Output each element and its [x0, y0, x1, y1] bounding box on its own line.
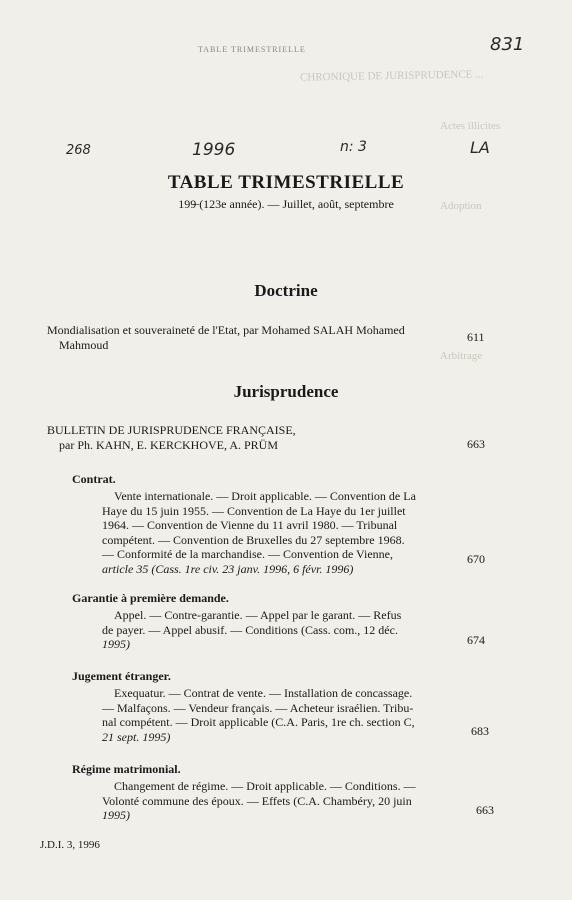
doctrine-heading: Doctrine — [254, 281, 318, 300]
handwritten-ref-right: LA — [470, 138, 490, 157]
entry-line: Exequatur. — Contrat de vente. — Installation de concassage. — [114, 686, 413, 700]
bulletin-page: 663 — [467, 437, 485, 451]
entry-line: Changement de régime. — Droit applicable. — Conditions. — — [114, 779, 416, 793]
entry-jugement — [102, 686, 458, 744]
show-through-text: Arbitrage — [440, 350, 483, 362]
entry-line: de payer. — Appel abusif. — Conditions (Cass. com., 12 déc. — [102, 622, 398, 637]
running-head: TABLE TRIMESTRIELLE — [198, 45, 306, 54]
category-regime: Régime matrimonial. — [72, 762, 181, 776]
entry-line: 1964. — Convention de Vienne du 11 avril 1980. — Tribunal — [102, 518, 398, 532]
show-through-text: Actes illicites — [440, 120, 501, 132]
entry-page: 663 — [476, 803, 494, 817]
category-contrat: Contrat. — [72, 472, 116, 486]
entry-page: 670 — [467, 552, 485, 566]
category-garantie: Garantie à première demande. — [72, 591, 229, 605]
entry-last-line-text: 1995) — [102, 808, 130, 822]
bulletin-line-2 — [47, 438, 457, 453]
handwritten-number: 831 — [490, 34, 525, 55]
entry-page: 674 — [467, 633, 485, 647]
entry-last-line-text: 1995) — [102, 637, 130, 651]
subtitle-text: 199̶ (123e année). — Juillet, août, septembre — [178, 197, 394, 211]
bulletin-line-1: BULLETIN DE JURISPRUDENCE FRANÇAISE, — [47, 423, 296, 437]
entry-last-line-text: article 35 (Cass. 1re civ. 23 janv. 1996, 6 févr. 1996) — [102, 561, 354, 576]
handwritten-ref-year: 1996 — [192, 140, 236, 160]
entry-regime — [102, 779, 458, 823]
page-subtitle — [0, 197, 572, 212]
entry-line: nal compétent. — Droit applicable (C.A. Paris, 1re ch. section C, — [102, 715, 415, 729]
entry-line: Vente internationale. — Droit applicable. — Convention de La — [114, 489, 416, 503]
bulletin-entry — [47, 423, 457, 452]
category-jugement: Jugement étranger. — [72, 669, 171, 683]
show-through-text: Adoption — [440, 200, 482, 212]
entry-line: Haye du 15 juin 1955. — Convention de La Haye du 1er juillet — [102, 503, 406, 518]
doctrine-page: 611 — [467, 330, 485, 344]
entry-contrat — [102, 489, 458, 576]
entry-last-line — [102, 730, 458, 745]
handwritten-ref-left: 268 — [66, 143, 91, 158]
entry-garantie — [102, 608, 458, 652]
entry-last-line — [102, 562, 458, 577]
entry-line: — Conformité de la marchandise. — Convention de Vienne, — [102, 547, 393, 561]
show-through-text: CHRONIQUE DE JURISPRUDENCE ... — [299, 68, 484, 84]
entry-line: compétent. — Convention de Bruxelles du 27 septembre 1968. — [102, 532, 405, 547]
entry-line: — Malfaçons. — Vendeur français. — Acheteur israélien. Tribu- — [102, 700, 414, 715]
entry-line: Appel. — Contre-garantie. — Appel par le garant. — Refus — [114, 608, 402, 622]
doctrine-entry — [47, 323, 457, 352]
doctrine-line-2-text: Mahmoud — [59, 337, 109, 352]
footer-citation: J.D.I. 3, 1996 — [40, 839, 100, 851]
bulletin-line-2-text: par Ph. KAHN, E. KERCKHOVE, A. PRÜM — [59, 437, 279, 452]
doctrine-line-1: Mondialisation et souveraineté de l'Etat, par Mohamed SALAH Mohamed — [47, 323, 405, 337]
doctrine-line-2 — [47, 338, 457, 353]
page-title: TABLE TRIMESTRIELLE — [167, 172, 405, 193]
entry-line: Volonté commune des époux. — Effets (C.A. Chambéry, 20 juin — [102, 793, 412, 808]
entry-last-line-text: 21 sept. 1995) — [102, 729, 171, 744]
entry-page: 683 — [471, 724, 489, 738]
jurisprudence-heading: Jurisprudence — [233, 382, 339, 401]
handwritten-ref-number: n: 3 — [340, 139, 367, 155]
entry-last-line — [102, 637, 458, 652]
entry-last-line — [102, 808, 458, 823]
